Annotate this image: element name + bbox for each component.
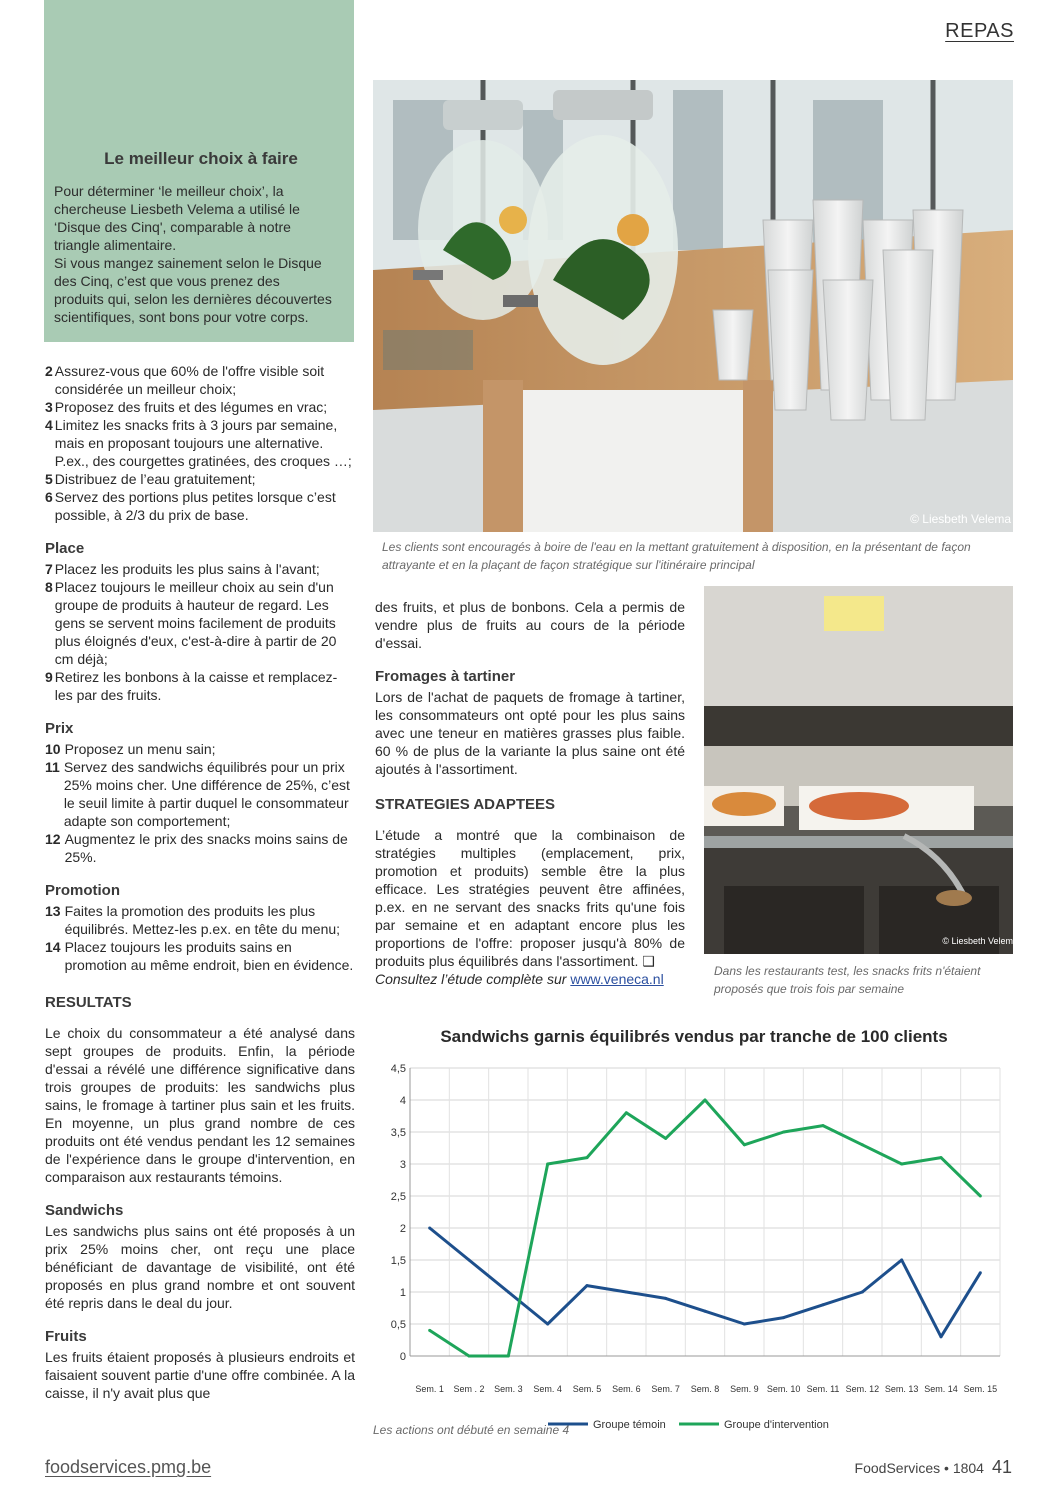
list-item	[45, 938, 355, 974]
data-point	[704, 1310, 707, 1313]
data-point	[900, 1259, 903, 1262]
item-number: 4	[45, 417, 53, 433]
data-point	[586, 1156, 589, 1159]
photo2-caption: Dans les restaurants test, les snacks frits n'étaient proposés que trois fois par semaine	[714, 964, 981, 996]
data-point	[979, 1195, 982, 1198]
item-number: 6	[45, 489, 53, 505]
prix-heading: Prix	[45, 720, 74, 737]
info-box	[44, 0, 354, 342]
item-number: 5	[45, 471, 53, 487]
photo1-credit: © Liesbeth Velema	[910, 512, 1011, 526]
place-list	[45, 560, 355, 704]
box-text-2: Si vous mangez sainement selon le Disque des Cinq, c’est que vous prenez des produits qui, selon les dernières découvertes scientifiques, sont bons pour votre corps.	[54, 255, 332, 325]
data-point	[979, 1271, 982, 1274]
legend-label: Groupe témoin	[593, 1419, 666, 1431]
y-tick-label: 4,5	[390, 1063, 406, 1075]
data-point	[546, 1163, 549, 1166]
fruits-text-continued: des fruits, et plus de bonbons. Cela a permis de vendre plus de fruits au cours de la période d'essai.	[375, 599, 685, 651]
list-item	[45, 362, 355, 398]
x-tick-label: Sem. 7	[651, 1384, 680, 1394]
left-column	[45, 362, 355, 1402]
list-item	[45, 560, 355, 578]
data-point	[704, 1099, 707, 1102]
x-tick-label: Sem. 14	[924, 1384, 958, 1394]
item-text: Placez les produits les plus sains à l'avant;	[54, 561, 320, 577]
x-tick-label: Sem . 2	[453, 1384, 485, 1394]
item-number: 3	[45, 399, 53, 415]
item-number: 11	[45, 759, 60, 775]
y-tick-label: 1	[399, 1287, 406, 1299]
item-number: 13	[45, 903, 61, 919]
fruits-heading: Fruits	[45, 1328, 87, 1345]
item-number: 9	[45, 669, 53, 685]
data-point	[664, 1137, 667, 1140]
x-tick-label: Sem. 12	[845, 1384, 880, 1394]
item-text: Servez des portions plus petites lorsque c’est possible, à 2/3 du prix de base.	[54, 489, 336, 523]
promotion-list	[45, 902, 355, 974]
list-item	[45, 830, 355, 866]
list-item	[45, 758, 355, 830]
water-photo-illustration	[373, 80, 1013, 532]
item-text: Proposez des fruits et des légumes en vrac;	[54, 399, 328, 415]
list-item	[45, 578, 355, 668]
data-point	[782, 1316, 785, 1319]
item-text: Distribuez de l’eau gratuitement;	[54, 471, 256, 487]
buffet-photo-illustration	[704, 586, 1013, 954]
x-tick-label: Sem. 3	[494, 1384, 523, 1394]
middle-column	[375, 598, 685, 988]
data-point	[625, 1111, 628, 1114]
data-point	[468, 1259, 471, 1262]
x-tick-label: Sem. 9	[730, 1384, 759, 1394]
box-title: Le meilleur choix à faire	[104, 149, 298, 168]
x-tick-label: Sem. 11	[806, 1384, 840, 1394]
item-text: Assurez-vous que 60% de l'offre visible soit considérée un meilleur choix;	[54, 363, 325, 397]
strategies-body: L’étude a montré que la combinaison de stratégies multiples (emplacement, prix, promotion et produits) semble être la plus efficace. Les stratégies peuvent être affinées, p.ex. en ne servant des snacks frits qu'une fois par semaine et en adaptant encore plus les proportions de l'offre: proposer jusqu'à 80% de produits plus équilibrés dans l'assortiment.	[375, 827, 685, 969]
list-item	[45, 470, 355, 488]
x-tick-label: Sem. 4	[533, 1384, 562, 1394]
data-point	[940, 1156, 943, 1159]
data-point	[822, 1124, 825, 1127]
prix-list	[45, 740, 355, 866]
resultats-text: Le choix du consommateur a été analysé dans sept groupes de produits. Enfin, la période d'essai a révélé une différence significative dans trois groupes de produits: les sandwichs plus sains, le fromage à tartiner plus sain et les fruits. En moyenne, un plus grand nombre de ces produits ont été vendus pendant les 12 semaines de l'expérience dans le groupe d'intervention, en comparaison aux restaurants témoins.	[45, 1025, 355, 1185]
y-tick-label: 0,5	[390, 1319, 406, 1331]
data-point	[743, 1143, 746, 1146]
y-tick-label: 2	[399, 1223, 406, 1235]
x-tick-label: Sem. 5	[572, 1384, 602, 1394]
x-tick-label: Sem. 6	[612, 1384, 641, 1394]
item-number: 12	[45, 831, 61, 847]
fromages-text: Lors de l'achat de paquets de fromage à tartiner, les consommateurs ont opté pour les plus sains avec une teneur en matières grasses plus faible. 60 % de plus de la variante la plus saine ont été ajoutés à l'assortiment.	[375, 689, 685, 777]
list-item	[45, 740, 355, 758]
item-text: Augmentez le prix des snacks moins sains de 25%.	[64, 831, 348, 865]
data-point	[625, 1291, 628, 1294]
x-tick-label: Sem. 15	[963, 1384, 998, 1394]
place-heading: Place	[45, 540, 85, 557]
item-number: 2	[45, 363, 53, 379]
sandwichs-heading: Sandwichs	[45, 1202, 124, 1219]
data-point	[428, 1329, 431, 1332]
fromages-heading: Fromages à tartiner	[375, 668, 516, 685]
y-tick-label: 1,5	[390, 1255, 406, 1267]
end-mark-icon: ❑	[642, 953, 655, 969]
item-text: Placez toujours le meilleur choix au sein d'un groupe de produits à hauteur de regard. Les gens se servent moins facilement de produits plus éloignés d'eux, c'est-à-dire à partir de 20 cm déjà;	[54, 579, 337, 667]
data-point	[861, 1143, 864, 1146]
y-tick-label: 4	[399, 1095, 406, 1107]
data-point	[507, 1291, 510, 1294]
data-point	[743, 1323, 746, 1326]
x-tick-label: Sem. 13	[884, 1384, 919, 1394]
list-item	[45, 488, 355, 524]
list-item	[45, 398, 355, 416]
photo-water-dispensers	[373, 80, 1013, 532]
list-item	[45, 416, 355, 470]
data-point	[900, 1163, 903, 1166]
page-number: 41	[991, 1457, 1012, 1477]
item-text: Retirez les bonbons à la caisse et remplacez-les par des fruits.	[54, 669, 338, 703]
data-point	[586, 1284, 589, 1287]
data-point	[782, 1131, 785, 1134]
section-label: REPAS	[945, 20, 1014, 42]
data-point	[822, 1303, 825, 1306]
promotion-heading: Promotion	[45, 882, 120, 899]
sandwichs-text: Les sandwichs plus sains ont été proposés à un prix 25% moins cher, ont reçu une place bénéficiant de davantage de visibilité, ont été proposés en plus grand nombre et ont souvent été repris dans le deal du jour.	[45, 1223, 355, 1311]
veneca-link[interactable]: www.veneca.nl	[570, 971, 664, 987]
y-tick-label: 2,5	[390, 1191, 406, 1203]
chart-svg	[373, 1058, 1033, 1438]
photo2-credit: © Liesbeth Velem	[942, 936, 1013, 946]
data-point	[428, 1227, 431, 1230]
chart-note: Les actions ont débuté en semaine 4	[373, 1423, 570, 1437]
series-line-1	[430, 1228, 981, 1337]
data-point	[507, 1355, 510, 1358]
chart-title: Sandwichs garnis équilibrés vendus par tranche de 100 clients	[440, 1027, 948, 1046]
issue-label: FoodServices • 1804	[854, 1460, 984, 1476]
box-text-1: Pour déterminer ‘le meilleur choix’, la chercheuse Liesbeth Velema a utilisé le ‘Disque des Cinq', comparable à notre triangle alimentaire.	[54, 183, 300, 253]
item-text: Servez des sandwichs équilibrés pour un prix 25% moins cher. Une différence de 25%, c’est le seuil limite à partir duquel le consommateur adapte son comportement;	[63, 759, 350, 829]
fruits-text: Les fruits étaient proposés à plusieurs endroits et faisaient souvent partie d'une offre combinée. A la caisse, il n'y avait plus que	[45, 1349, 355, 1401]
y-tick-label: 3,5	[390, 1127, 406, 1139]
data-point	[664, 1297, 667, 1300]
strategies-text	[375, 826, 685, 988]
tips-list	[45, 362, 355, 524]
y-tick-label: 0	[399, 1351, 406, 1363]
x-tick-label: Sem. 8	[690, 1384, 720, 1394]
footer-issue	[855, 1458, 1012, 1477]
footer-site-link[interactable]: foodservices.pmg.be	[45, 1457, 212, 1477]
line-chart	[373, 1058, 1033, 1438]
item-number: 7	[45, 561, 53, 577]
legend-label: Groupe d'intervention	[724, 1419, 829, 1431]
data-point	[468, 1355, 471, 1358]
list-item	[45, 668, 355, 704]
photo1-caption: Les clients sont encouragés à boire de l'eau en la mettant gratuitement à disposition, en la présentant de façon attrayante et en la plaçant de façon stratégique sur l'itinéraire principal	[382, 540, 971, 572]
data-point	[546, 1323, 549, 1326]
data-point	[861, 1291, 864, 1294]
data-point	[940, 1335, 943, 1338]
resultats-heading: RESULTATS	[45, 994, 132, 1011]
item-text: Faites la promotion des produits les plus équilibrés. Mettez-les p.ex. en tête du menu;	[64, 903, 341, 937]
x-tick-label: Sem. 1	[415, 1384, 444, 1394]
item-text: Placez toujours les produits sains en promotion au même endroit, bien en évidence.	[64, 939, 354, 973]
item-text: Proposez un menu sain;	[64, 741, 216, 757]
photo-buffet	[704, 586, 1013, 954]
list-item	[45, 902, 355, 938]
consult-text: Consultez l’étude complète sur	[375, 971, 567, 987]
item-number: 10	[45, 741, 61, 757]
y-tick-label: 3	[399, 1159, 406, 1171]
x-tick-label: Sem. 10	[766, 1384, 801, 1394]
item-number: 14	[45, 939, 61, 955]
item-text: Limitez les snacks frits à 3 jours par semaine, mais en proposant toujours une alternative. P.ex., des courgettes gratinées, des croques …;	[54, 417, 352, 469]
strategies-heading: STRATEGIES ADAPTEES	[375, 796, 556, 813]
item-number: 8	[45, 579, 53, 595]
